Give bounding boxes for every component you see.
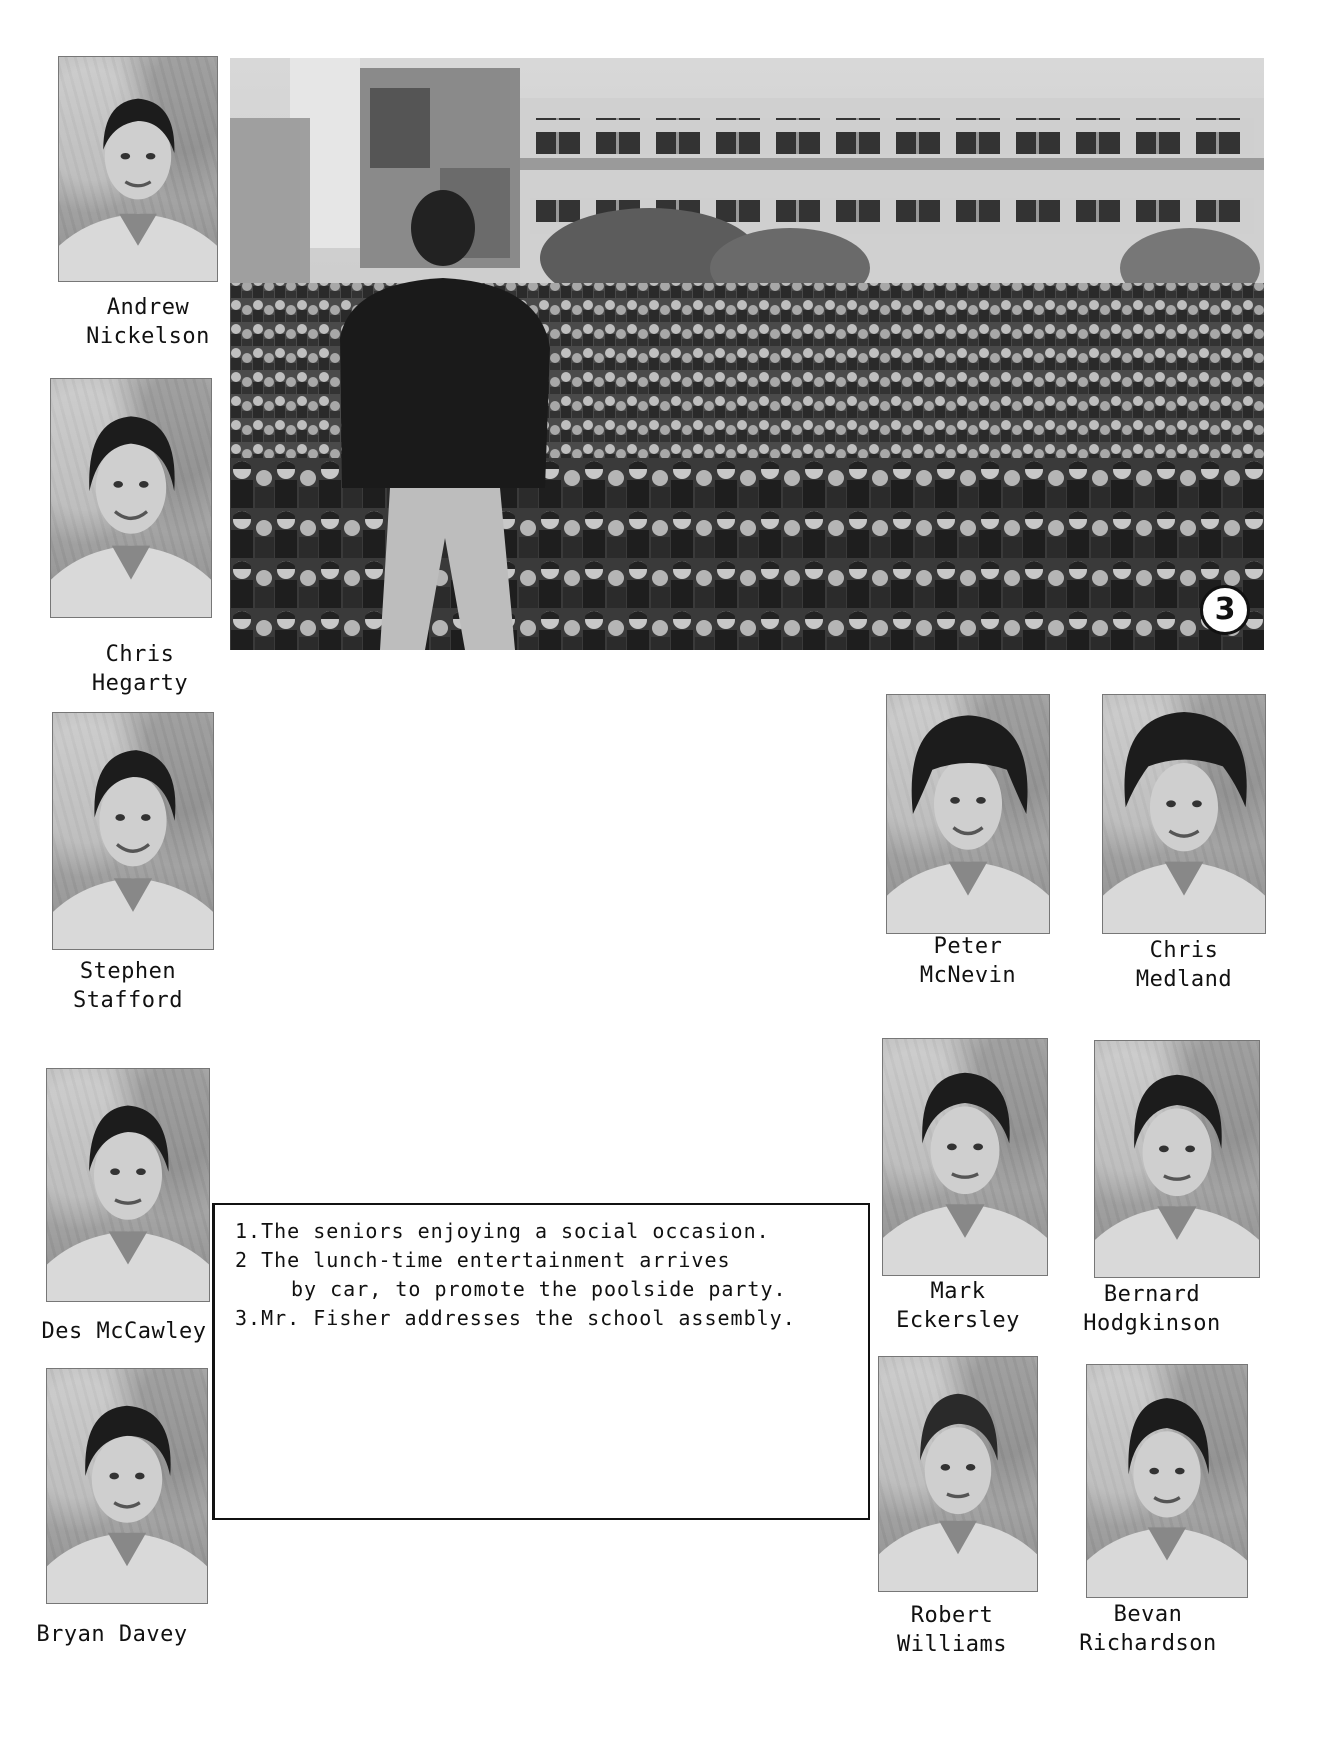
last-name: Hodgkinson — [1083, 1311, 1221, 1336]
last-name: Eckersley — [896, 1308, 1020, 1333]
last-name: Williams — [897, 1632, 1007, 1657]
student-name — [1094, 936, 1274, 994]
first-name: Stephen — [79, 959, 177, 984]
full-name: Bryan Davey — [36, 1622, 188, 1647]
caption-box — [212, 1203, 870, 1520]
first-name: Chris — [105, 642, 175, 667]
portrait-andrew-nickelson — [58, 56, 218, 282]
last-name: McNevin — [919, 963, 1017, 988]
portrait-bernard-hodgkinson — [1094, 1040, 1260, 1278]
portrait-stephen-stafford — [52, 712, 214, 950]
caption-line-4: 3.Mr. Fisher addresses the school assembly. — [235, 1306, 796, 1330]
last-name: Hegarty — [91, 671, 189, 696]
portrait-robert-williams — [878, 1356, 1038, 1592]
student-name — [1062, 1280, 1242, 1338]
student-name — [868, 1277, 1048, 1335]
caption-line-2: 2 The lunch-time entertainment arrives — [235, 1248, 731, 1272]
last-name: Stafford — [73, 988, 183, 1013]
last-name: Medland — [1135, 967, 1233, 992]
portrait-bryan-davey — [46, 1368, 208, 1604]
portrait-des-mccawley — [46, 1068, 210, 1302]
student-name — [50, 640, 230, 698]
last-name: Nickelson — [86, 324, 210, 349]
first-name: Chris — [1149, 938, 1219, 963]
student-name — [22, 1620, 202, 1649]
caption-line-3: by car, to promote the poolside party. — [291, 1277, 787, 1301]
portrait-mark-eckersley — [882, 1038, 1048, 1276]
first-name: Bevan — [1113, 1602, 1183, 1627]
student-name — [1058, 1600, 1238, 1658]
student-name — [878, 932, 1058, 990]
photo-number-badge: 3 — [1200, 585, 1250, 635]
first-name: Andrew — [106, 295, 190, 320]
student-name — [58, 293, 238, 351]
first-name: Bernard — [1103, 1282, 1201, 1307]
full-name: Des McCawley — [41, 1319, 207, 1344]
first-name: Peter — [933, 934, 1003, 959]
student-name — [38, 957, 218, 1015]
last-name: Richardson — [1079, 1631, 1217, 1656]
portrait-bevan-richardson — [1086, 1364, 1248, 1598]
portrait-peter-mcnevin — [886, 694, 1050, 934]
first-name: Mark — [930, 1279, 986, 1304]
assembly-photo — [230, 58, 1264, 650]
first-name: Robert — [910, 1603, 994, 1628]
portrait-chris-medland — [1102, 694, 1266, 934]
portrait-chris-hegarty — [50, 378, 212, 618]
student-name — [862, 1601, 1042, 1659]
student-name — [34, 1317, 214, 1346]
caption-line-1: 1.The seniors enjoying a social occasion. — [235, 1219, 770, 1243]
